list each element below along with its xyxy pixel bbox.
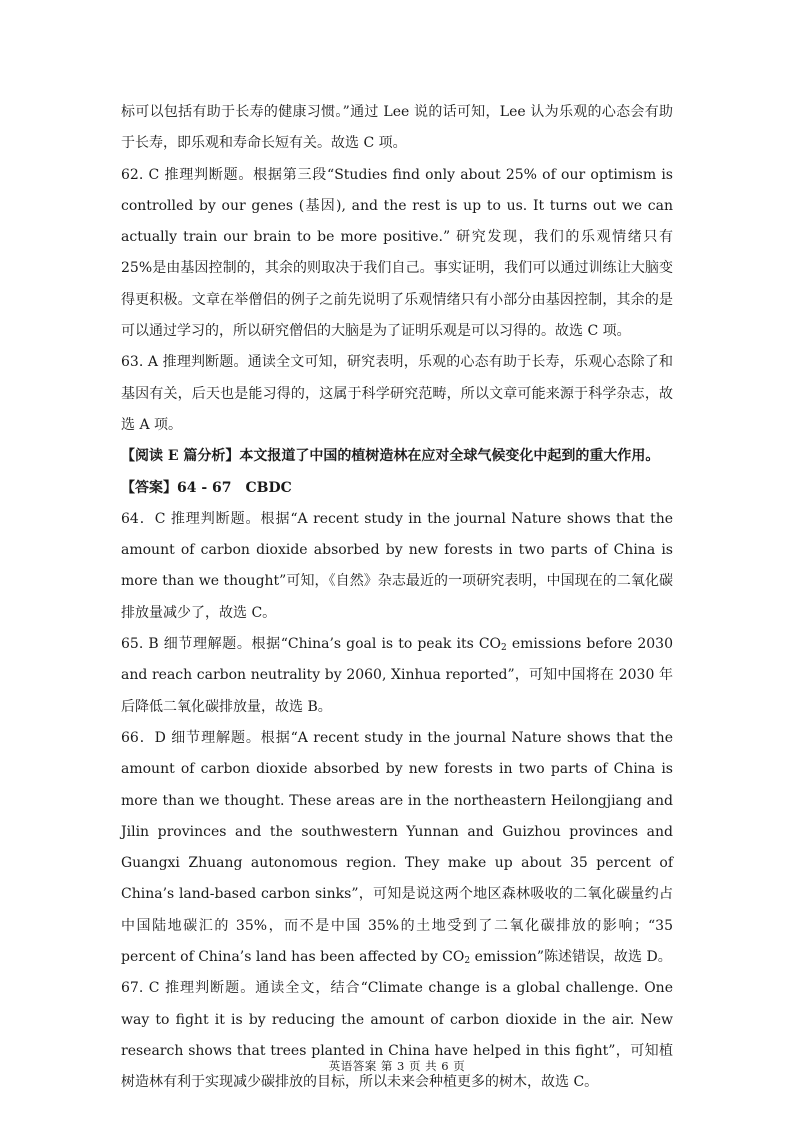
q66-subscript: 2 (464, 956, 471, 967)
q65-subscript: 2 (501, 643, 507, 654)
paragraph-q64: 64．C 推理判断题。根据“A recent study in the journal Nature shows that the amount of carbon dioxide absorbed by new forests in two parts of China is more than we thought”可知，《自然》杂志最近的一项研究表明，中国现在的二氧化碳排放量减少了，故选 C。 (121, 510, 673, 621)
q66-text-end: emission”陈述错误，故选 D。 (470, 949, 672, 966)
answer-explanations (121, 97, 673, 1099)
paragraph-q65 (121, 629, 673, 723)
q65-text-end: emissions before 2030 and reach carbon neutrality by 2060, Xinhua reported”，可知中国将在 2030 年后降低二氧化碳排放量，故选 B。 (121, 636, 673, 715)
paragraph-continuation: 标可以包括有助于长寿的健康习惯。”通过 Lee 说的话可知，Lee 认为乐观的心态会有助于长寿，即乐观和寿命长短有关。故选 C 项。 (121, 104, 673, 152)
answer-key: 【答案】64 - 67 CBDC (121, 479, 292, 496)
section-heading-reading-e: 【阅读 E 篇分析】本文报道了中国的植树造林在应对全球气候变化中起到的重大作用。 (121, 448, 660, 465)
paragraph-q62: 62. C 推理判断题。根据第三段“Studies find only about 25% of our optimism is controlled by our genes (基因), and the rest is up to us. It turns out we can actually train our brain to be more positive.” 研究发现，我们的乐观情绪只有 25%是由基因控制的，其余的则取决于我们自己。事实证明，我们可以通过训练让大脑变得更积极。文章在举僧侣的例子之前先说明了乐观情绪只有小部分由基因控制，其余的是可以通过学习的，所以研究僧侣的大脑是为了证明乐观是可以习得的。故选 C 项。 (121, 166, 673, 340)
paragraph-q66 (121, 723, 673, 973)
q65-text-start: 65. B 细节理解题。根据“China’s goal is to peak its CO (121, 636, 502, 653)
q66-text-start: 66．D 细节理解题。根据“A recent study in the journal Nature shows that the amount of carbon dioxide absorbed by new forests in two parts of China is more than we thought. These areas are in the northeastern Heilongjiang and Jilin provinces and the southwestern Yunnan and Guizhou provinces and Guangxi Zhuang autonomous region. They make up about 35 percent of China’s land-based carbon sinks”，可知是说这两个地区森林吸收的二氧化碳量约占中国陆地碳汇的 35%，而不是中国 35%的土地受到了二氧化碳排放的影响；“35 percent of China’s land has been affected by CO (121, 729, 673, 966)
paragraph-q63: 63. A 推理判断题。通读全文可知，研究表明，乐观的心态有助于长寿，乐观心态除了和基因有关，后天也是能习得的，这属于科学研究范畴，所以文章可能来源于科学杂志，故选 A 项。 (121, 354, 673, 433)
paragraph-q67: 67. C 推理判断题。通读全文，结合“Climate change is a global challenge. One way to fight it is by reducing the amount of carbon dioxide in the air. New research shows that trees planted in China have helped in this fight”，可知植树造林有利于实现减少碳排放的目标，所以未来会种植更多的树木，故选 C。 (121, 980, 673, 1091)
page-footer: 英语答案 第 3 页 共 6 页 (328, 1059, 466, 1073)
